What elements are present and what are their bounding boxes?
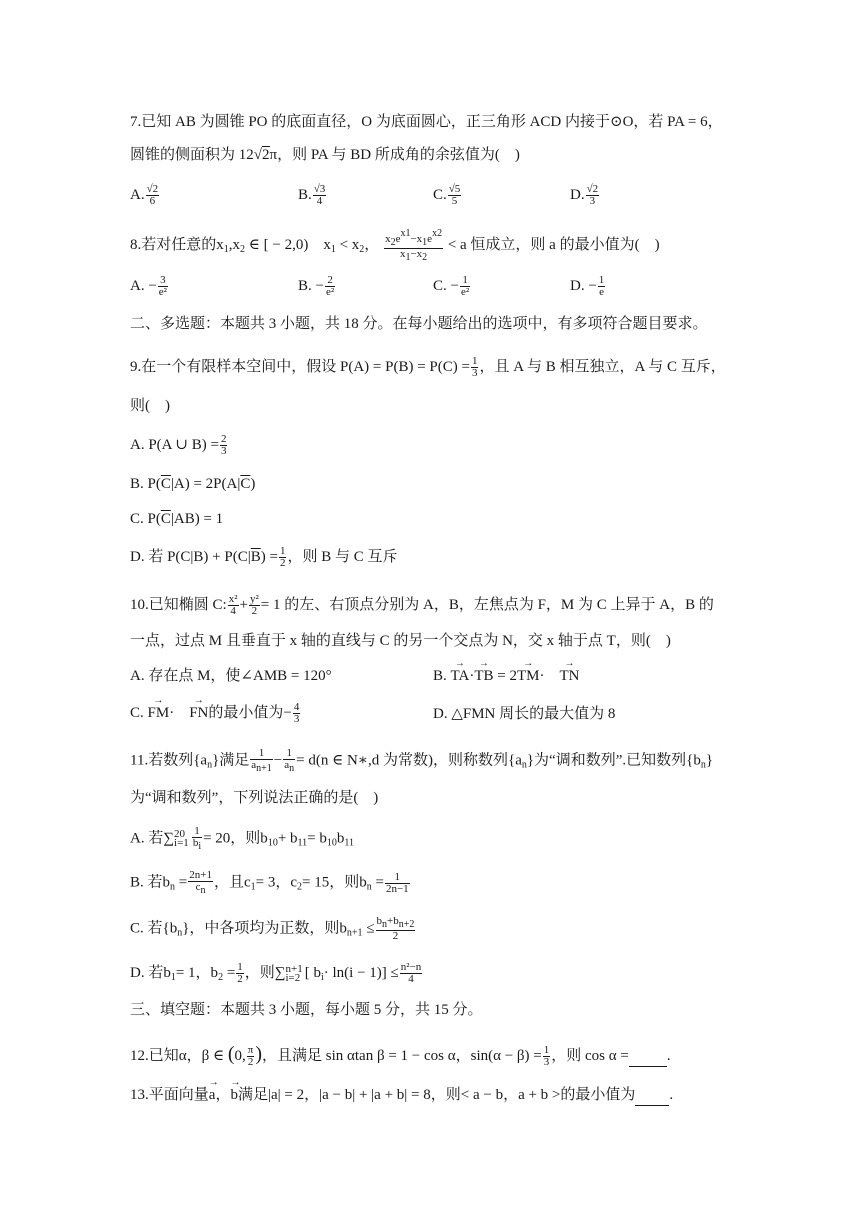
q8-option-c[interactable]: C. − $\frac{1}{\text{e²}}$: [433, 274, 470, 298]
q8-option-a[interactable]: A. − $\frac{3}{\text{e²}}$: [130, 274, 167, 298]
q11-option-d[interactable]: D. 若$b_1= 1$，$b_2$ = $\frac{1}{2}$ ，则∑ n+1 i=2 [ $b_i\cdot \ln(i - 1)$] ≤ $\frac{\text{n²−n}}{4}$: [130, 961, 422, 985]
q11-line2: 为“调和数列”，下列说法正确的是( ): [130, 790, 379, 806]
q10-option-b[interactable]: B. → TA·→ TB = 2→ TM· → TN: [433, 666, 579, 686]
q11-option-c[interactable]: C. 若$\{b_n\}$，中各项均为正数，则$b_{n+1}$ ≤ $\frac{b_n+b_{n+2}}{2}$: [130, 915, 415, 942]
section-3-heading: 三、填空题：本题共 3 小题，每小题 5 分，共 15 分。: [130, 1002, 483, 1018]
q10-option-a[interactable]: A. 存在点 M，使∠AMB = 120°: [130, 668, 332, 684]
q10-line1: 10.已知椭圆 C: $\frac{\text{x²}}{4}$ + $\frac{\text{y²}}{2}$ = 1 的左、右顶点分别为 A，B，左焦点为 F，M 为 C 上异于 A，B 的: [130, 593, 714, 617]
q9-option-c[interactable]: C. $P(\overline{C}|AB) = 1$: [130, 511, 224, 527]
q7-option-d[interactable]: D. $\frac{√2}{3}$: [570, 183, 599, 207]
q7-option-b[interactable]: B. $\frac{√3}{4}$: [298, 183, 326, 207]
q9-option-b[interactable]: B. $P(\overline{C}|A) = 2P(A|\overline{C})$: [130, 476, 256, 492]
q9-option-d[interactable]: D. 若 $P(C|B) + P(C|\overline{B})$ = $\frac{1}{2}$ ，则 B 与 C 互斥: [130, 545, 398, 569]
q10-option-d[interactable]: D. △FMN 周长的最大值为 8: [433, 706, 616, 722]
q13-answer-blank[interactable]: [635, 1085, 669, 1106]
q9-line1: 9.在一个有限样本空间中，假设 P(A) = P(B) = P(C) = $\frac{1}{3}$ ，且 A 与 B 相互独立，A 与 C 互斥，: [130, 355, 726, 379]
q11-line1: 11.若数列$\{a_n\}$满足 $\frac{1}{a_{n+1}}$ − $\frac{1}{a_n}$ = d(n ∈ N∗,d 为常数)，则称数列$\{a_n\}$为“调和数列”.已知数列$\{b_n\}$: [130, 747, 714, 774]
q9-option-a[interactable]: A. P(A ∪ B) = $\frac{2}{3}$: [130, 433, 227, 457]
q11-option-a[interactable]: A. 若∑ 20 i=1 $\frac{1}{b_i}$ = 20，则$b_{10}+ b_{11}= b_{10}b_{11}$: [130, 825, 355, 852]
q10-option-c[interactable]: C. → FM· → FN的最小值为− $\frac{4}{3}$: [130, 702, 301, 725]
q7-option-a[interactable]: A. $\frac{√2}{6}$: [130, 183, 159, 207]
q12-answer-blank[interactable]: [629, 1046, 667, 1067]
q7-option-c[interactable]: C. $\frac{√5}{5}$: [433, 183, 461, 207]
q9-line2: 则( ): [130, 398, 170, 414]
q11-option-b[interactable]: B. 若$b_n$ = $\frac{2n+1}{c_n}$ ，且$c_1= 3$，$c_2= 15$，则$b_n$ = $\frac{1}{2n-1}$: [130, 869, 409, 896]
q12-stem: 12.已知α，β ∈ (0, $\frac{\pi}{2}$ )，且满足 sin αtan β = 1 − cos α，sin(α − β) = $\frac{1}{3}$ ，则 cos α = .: [130, 1043, 671, 1069]
q7-line2: 圆锥的侧面积为 12√2π，则 PA 与 BD 所成角的余弦值为( ): [130, 147, 520, 163]
q8-option-d[interactable]: D. − $\frac{1}{e}$: [570, 274, 605, 298]
q8-stem: 8.若对任意的$x_1,x_2$ ∈ [ − 2,0) $x_1 < x_2$， $\frac{x_2e^{x1}-x_1e^{x2}}{x_1-x_2}$ < a 恒成立，则 a 的最小值为( ): [130, 228, 660, 263]
section-2-heading: 二、多选题：本题共 3 小题，共 18 分。在每小题给出的选项中，有多项符合题目要求。: [130, 316, 708, 332]
q13-stem: 13.平面向量→ a，→ b满足|a| = 2，|a − b| + |a + b| = 8，则< a − b，a + b >的最小值为 .: [130, 1085, 673, 1106]
q8-option-b[interactable]: B. − $\frac{2}{\text{e²}}$: [298, 274, 335, 298]
q10-line2: 一点，过点 M 且垂直于 x 轴的直线与 C 的另一个交点为 N，交 x 轴于点 T，则( ): [130, 633, 671, 649]
q7-line1: 7.已知 AB 为圆锥 PO 的底面直径，O 为底面圆心，正三角形 ACD 内接于⊙O，若 PA = 6，: [130, 114, 723, 130]
